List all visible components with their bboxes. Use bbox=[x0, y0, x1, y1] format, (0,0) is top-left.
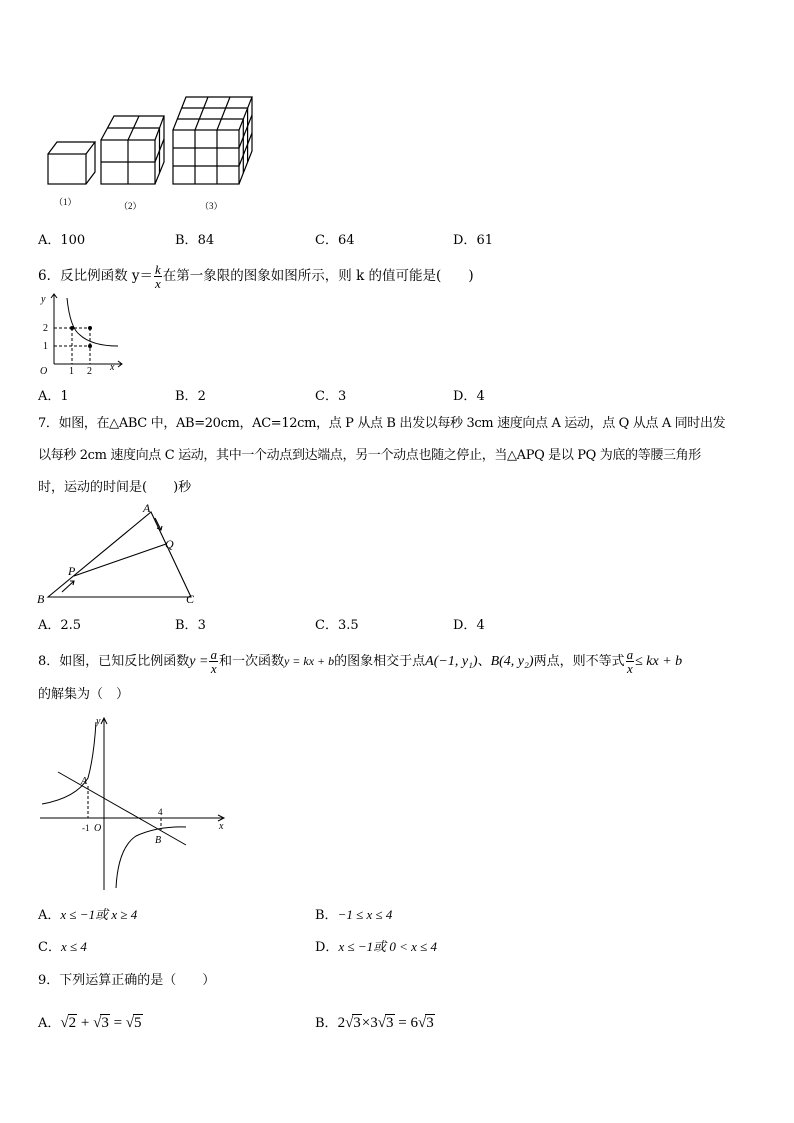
q7-option-b[interactable]: B．3 bbox=[175, 618, 206, 633]
q8-option-a[interactable]: A．x ≤ −1或 x ≥ 4 bbox=[38, 907, 138, 923]
q6-curve bbox=[67, 298, 118, 346]
svg-text:O: O bbox=[94, 823, 102, 834]
q9-option-b[interactable]: B．2√3×3√3 = 6√3 bbox=[315, 1015, 434, 1031]
svg-text:A: A bbox=[81, 776, 88, 787]
q6-option-a[interactable]: A．1 bbox=[38, 389, 69, 404]
svg-text:4: 4 bbox=[158, 807, 163, 817]
cube-label-2: （2） bbox=[119, 201, 142, 211]
q7-option-a[interactable]: A．2.5 bbox=[38, 618, 82, 633]
q9-stem: 9．下列运算正确的是（ ） bbox=[38, 973, 216, 988]
svg-text:y: y bbox=[96, 716, 101, 727]
q6-stem: 6．反比例函数 y＝ $\frac{k}{x}$ 在第一象限的图象如图所示，则 k 的值可能是( ) bbox=[38, 262, 474, 291]
q8-fraction-a-over-x: $\frac{a}{x}$ bbox=[210, 647, 217, 676]
q8-option-b[interactable]: B．−1 ≤ x ≤ 4 bbox=[315, 907, 393, 923]
q6-hyperbola-graph bbox=[34, 290, 126, 376]
q5-option-d[interactable]: D．61 bbox=[453, 233, 493, 248]
q8-option-d[interactable]: D．x ≤ −1或 0 < x ≤ 4 bbox=[315, 939, 438, 955]
cube-label-3: （3） bbox=[200, 201, 223, 211]
q8-linear-line bbox=[58, 772, 186, 845]
svg-text:y: y bbox=[41, 294, 46, 305]
svg-text:1: 1 bbox=[43, 341, 48, 352]
q8-stem-line1: 8．如图，已知反比例函数y = $\frac{a}{x}$ 和一次函数y = kx + b的图象相交于点A(−1, y₁)、B(4, y₂)两点，则不等式 $\frac{a}{x}$ ≤ kx + b bbox=[38, 647, 683, 676]
q8-function-graph bbox=[36, 712, 232, 892]
svg-text:Q: Q bbox=[165, 537, 174, 551]
cube-stack-figure bbox=[40, 92, 270, 217]
svg-text:P: P bbox=[68, 564, 76, 578]
cube-3x3 bbox=[173, 97, 252, 184]
svg-text:C: C bbox=[186, 592, 195, 606]
q6-option-b[interactable]: B．2 bbox=[175, 389, 206, 404]
q9-option-a[interactable]: A．√2 + √3 = √5 bbox=[38, 1015, 142, 1031]
svg-text:1: 1 bbox=[69, 366, 74, 376]
q7-triangle-figure bbox=[34, 500, 204, 608]
q7-stem-line1: 7．如图，在△ABC 中，AB=20cm，AC=12cm，点 P 从点 B 出发以每秒 3cm 速度向点 A 运动，点 Q 从点 A 同时出发 bbox=[38, 416, 726, 431]
svg-text:x: x bbox=[110, 362, 115, 373]
svg-text:A: A bbox=[143, 501, 151, 515]
q5-option-b[interactable]: B．84 bbox=[175, 233, 215, 248]
cube-label-1: （1） bbox=[54, 197, 77, 207]
q8-option-c[interactable]: C．x ≤ 4 bbox=[38, 939, 87, 955]
q5-option-a[interactable]: A．100 bbox=[38, 233, 86, 248]
q7-option-d[interactable]: D．4 bbox=[453, 618, 485, 633]
svg-text:O: O bbox=[40, 366, 48, 376]
svg-text:-1: -1 bbox=[82, 823, 90, 833]
svg-text:x: x bbox=[219, 821, 224, 832]
q7-stem-line2: 以每秒 2cm 速度向点 C 运动，其中一个动点到达端点，另一个动点也随之停止，当△APQ 是以 PQ 为底的等腰三角形 bbox=[38, 448, 701, 463]
cube-1x1 bbox=[48, 142, 95, 184]
q6-option-d[interactable]: D．4 bbox=[453, 389, 485, 404]
q8-ineq-fraction: $\frac{a}{x}$ bbox=[626, 647, 634, 676]
q7-option-c[interactable]: C．3.5 bbox=[315, 618, 359, 633]
q9-a-expression: √2 + √3 = √5 bbox=[60, 1015, 142, 1031]
svg-text:2: 2 bbox=[43, 323, 48, 334]
q8-stem-line2: 的解集为（ ） bbox=[38, 687, 130, 702]
svg-text:B: B bbox=[155, 835, 162, 846]
q9-b-expression: 2√3×3√3 = 6√3 bbox=[337, 1015, 434, 1031]
cube-2x2 bbox=[101, 116, 164, 184]
q8-hyperbola-lower bbox=[116, 827, 186, 888]
q6-option-c[interactable]: C．3 bbox=[315, 389, 347, 404]
svg-text:B: B bbox=[37, 592, 45, 606]
svg-text:2: 2 bbox=[87, 366, 92, 376]
q7-stem-line3: 时，运动的时间是( )秒 bbox=[38, 480, 192, 495]
q5-option-c[interactable]: C．64 bbox=[315, 233, 355, 248]
q6-fraction: $\frac{k}{x}$ bbox=[155, 262, 161, 291]
